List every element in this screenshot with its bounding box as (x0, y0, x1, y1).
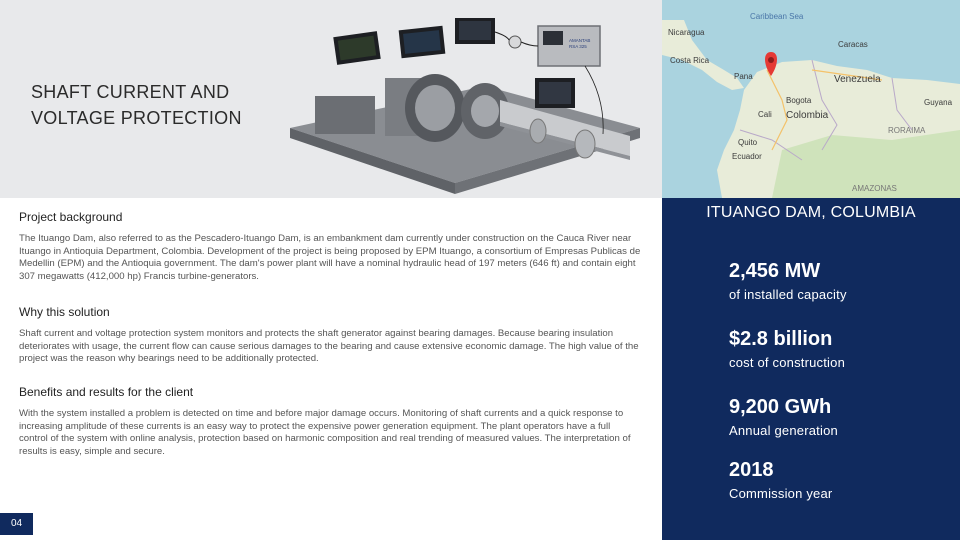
stat-label: Annual generation (729, 423, 838, 438)
hero-title (31, 79, 242, 131)
hero-title-line-2: VOLTAGE PROTECTION (31, 108, 242, 128)
map-label-colombia: Colombia (786, 110, 829, 121)
page-number: 04 (0, 513, 33, 535)
map-label-amazonas: AMAZONAS (852, 184, 897, 193)
map-label-caribbean: Caribbean Sea (750, 12, 804, 21)
stat-cost (729, 328, 845, 370)
stat-capacity (729, 260, 847, 302)
section-heading-why: Why this solution (19, 305, 110, 319)
map-label-nicaragua: Nicaragua (668, 28, 705, 37)
section-heading-background: Project background (19, 210, 123, 224)
map-label-cali: Cali (758, 110, 772, 119)
map-label-venezuela: Venezuela (834, 74, 881, 85)
section-body-benefits: With the system installed a problem is detected on time and before major damage occurs. Monitoring of shaft currents and a quick response to increasing amplitude of these currents is an easy way to protect the expensive power generation equipment. The plant operators have a full control of the system with online analysis, protection based on harmonic composition and real trending of measured values. The interpretation of results is easy, simple and secure. (19, 408, 631, 457)
device-label-line-1: AMANTAB (569, 38, 591, 43)
stat-value: $2.8 billion (729, 328, 833, 350)
map-label-guyana: Guyana (924, 98, 953, 107)
location-map (662, 0, 960, 198)
stats-panel (662, 198, 960, 540)
device-label-line-2: RSA 325 (569, 44, 587, 49)
map-label-caracas: Caracas (838, 40, 868, 49)
hero-title-line-1: SHAFT CURRENT AND (31, 82, 230, 102)
stat-commission (729, 459, 832, 501)
map-label-ecuador: Ecuador (732, 152, 762, 161)
stat-generation (729, 396, 838, 438)
stat-label: Commission year (729, 486, 833, 501)
map-label-quito: Quito (738, 138, 758, 147)
hero-band (0, 0, 662, 198)
stat-value: 2018 (729, 459, 774, 481)
map-label-costa-rica: Costa Rica (670, 56, 710, 65)
section-heading-benefits: Benefits and results for the client (19, 385, 194, 399)
map-label-panama: Pana (734, 72, 753, 81)
generator-illustration (285, 8, 645, 194)
stat-label: cost of construction (729, 355, 845, 370)
stat-value: 9,200 GWh (729, 396, 832, 418)
stat-label: of installed capacity (729, 287, 847, 302)
stat-value: 2,456 MW (729, 260, 821, 282)
section-body-background: The Ituango Dam, also referred to as the Pescadero-Ituango Dam, is an embankment dam currently under construction on the Cauca River near Ituango in Antioquia Department, Colombia. Development of the project is being proposed by EPM Ituango, a consortium of Empresas Publicas de Medellin (EPM) and the Antioquia government. The dam's power plant will have a nominal hydraulic head of 197 meters (646 ft) and contain eight 307 megawatts (412,000 hp) Francis turbine-generators. (19, 233, 641, 282)
panel-title: ITUANGO DAM, COLUMBIA (706, 204, 916, 221)
section-body-why: Shaft current and voltage protection system monitors and protects the shaft generator against bearing damages. Because bearing insulation deteriorates with usage, the current flow can cause serious damages to the bearing and cause extensive economic damage. The high value of the project was the reason why bearings need to be additionally protected. (19, 328, 639, 365)
map-label-bogota: Bogota (786, 96, 812, 105)
map-label-roraima: RORAIMA (888, 126, 926, 135)
